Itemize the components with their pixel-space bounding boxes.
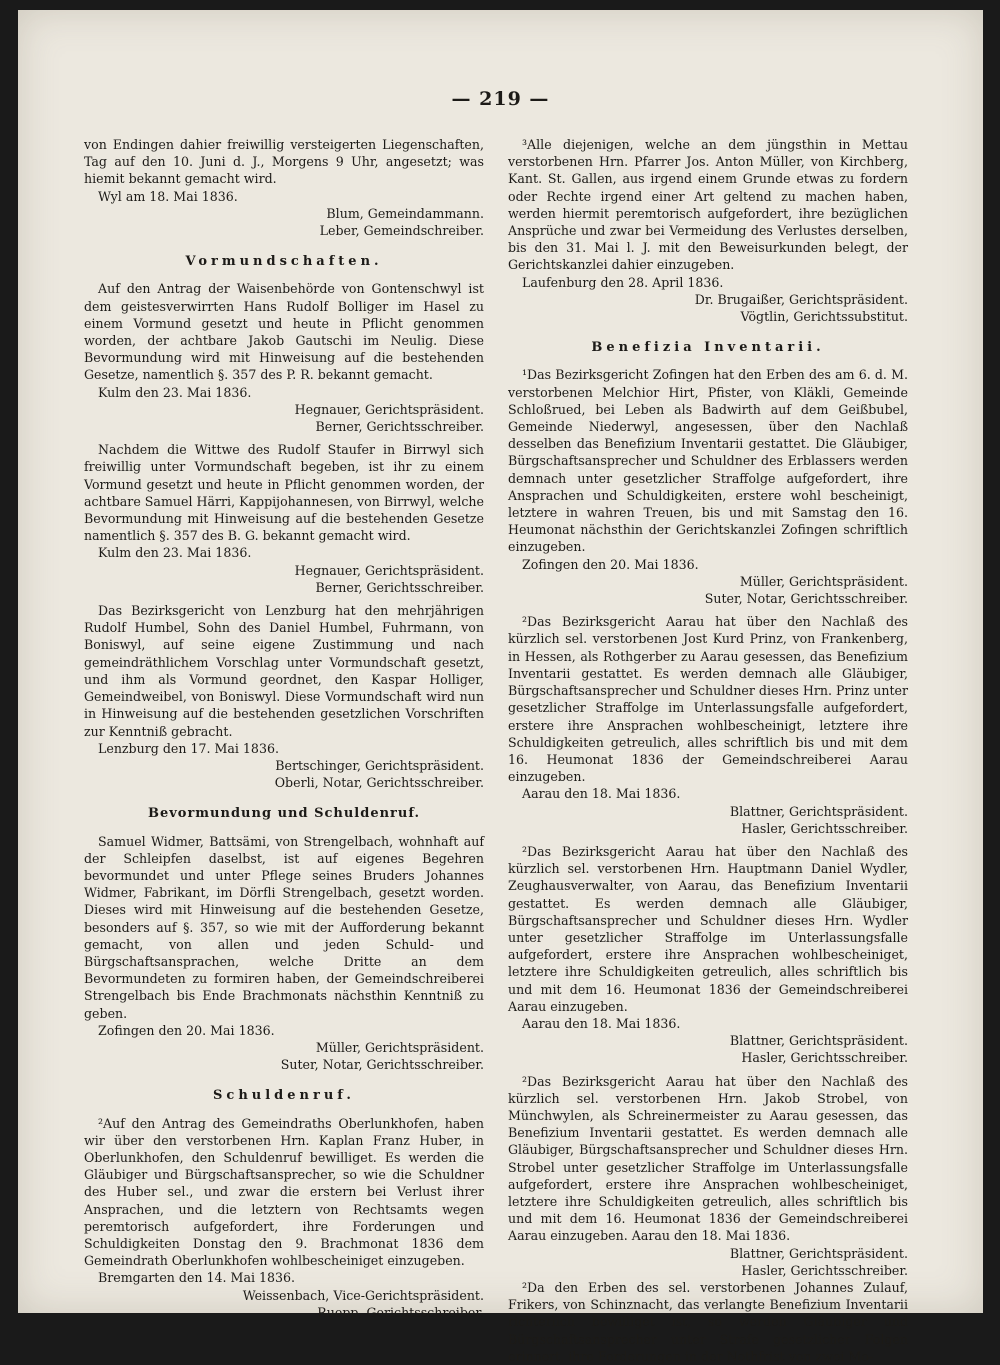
notice-signature: Hasler, Gerichtsschreiber. — [741, 820, 908, 836]
notice-signature: Hasler, Gerichtsschreiber. — [741, 1262, 908, 1278]
notice-date: Bremgarten den 14. Mai 1836. — [98, 1270, 296, 1286]
newspaper-page — [18, 10, 983, 1364]
notice-date: Wyl am 18. Mai 1836. — [98, 188, 238, 204]
notice-date: Aarau den 18. Mai 1836. — [522, 1015, 681, 1031]
notice-date: Lenzburg den 17. Mai 1836. — [98, 740, 279, 756]
left-column — [84, 136, 484, 1321]
notice-date: Kulm den 23. Mai 1836. — [98, 545, 252, 561]
notice-signature: Berner, Gerichtsschreiber. — [315, 579, 484, 595]
notice-signature: Leber, Gemeindschreiber. — [319, 223, 484, 239]
notice-signature: Weissenbach, Vice-Gerichtspräsident. — [242, 1287, 484, 1303]
notice-text: ¹Das Bezirksgericht Zofingen hat den Erben des am 6. d. M. verstorbenen Melchior Hirt, Pfister, von Kläkli, Gemeinde Schloßrued, bei Leben als Badwirth auf dem Geißbubel, Gemeinde Niederwyl, angesessen, über den Nachlaß desselben das Benefizium Inventarii gestattet. Die Gläubiger, Bürgschaftsansprecher und Schuldner des Erblassers werden demnach unter gesetzlicher Straffolge aufgefordert, ihre Ansprachen und Schuldigkeiten, erstere wohl bescheinigt, letztere in wahren Treuen, bis und mit Samstag den 16. Heumonat nächsthin der Gerichtskanzlei Zofingen schriftlich einzugeben. — [508, 367, 908, 555]
notice-date: Laufenburg den 28. April 1836. — [522, 274, 724, 290]
notice-signature: Müller, Gerichtspräsident. — [315, 1039, 484, 1055]
notice-signature: Hegnauer, Gerichtspräsident. — [294, 562, 484, 578]
notice-signature: Berner, Gerichtsschreiber. — [315, 419, 484, 435]
notice-text: ²Das Bezirksgericht Aarau hat über den Nachlaß des kürzlich sel. verstorbenen Hrn. Hauptmann Daniel Wydler, Zeughausverwalter, von Aarau, das Benefizium Inventarii gestattet. Es werden demnach alle Gläubiger, Bürgschaftsansprecher und Schuldner dieses Hrn. Wydler unter gesetzlicher Straffolge im Unterlassungsfalle aufgefordert, erstere ihre Ansprachen wohlbescheiniget, letztere ihre Schuldigkeiten getreulich, alles schriftlich bis und mit dem 16. Heumonat 1836 der Gemeindschreiberei Aarau einzugeben. — [508, 843, 908, 1014]
notice-signature: Müller, Gerichtspräsident. — [739, 573, 908, 589]
notice-text: Samuel Widmer, Battsämi, von Strengelbach, wohnhaft auf der Schleipfen daselbst, ist auf eigenes Begehren bevormundet und unter Pflege seines Bruders Johannes Widmer, Fabrikant, im Dörfli Strengelbach, gesetzt worden. Dieses wird mit Hinweisung auf die bestehenden Gesetze, besonders auf §. 357, so wie mit der Aufforderung bekannt gemacht, von allen und jeden Schuld- und Bürgschaftsansprachen, welche Dritte an dem Bevormundeten zu formiren haben, der Gemeindschreiberei Strengelbach bis Ende Brachmonats nächsthin Kenntniß zu geben. — [84, 833, 484, 1021]
section-heading: Schuldenruf. — [213, 1088, 355, 1104]
notice-signature: Ruepp, Gerichtsschreiber. — [317, 1304, 484, 1320]
section-heading: Vormundschaften. — [185, 254, 383, 270]
notice-date: Zofingen den 20. Mai 1836. — [522, 556, 699, 572]
section-heading: Benefizia Inventarii. — [591, 340, 825, 356]
notice-text: ²Das Bezirksgericht Aarau hat über den Nachlaß des kürzlich sel. verstorbenen Jost Kurd Prinz, von Frankenberg, in Hessen, als Rothgerber zu Aarau gesessen, das Benefizium Inventarii gestattet. Es werden demnach alle Gläubiger, Bürgschaftsansprecher und Schuldner dieses Hrn. Prinz unter gesetzlicher Straffolge im Unterlassungsfalle aufgefordert, erstere ihre Ansprachen wohlbescheinigt, letztere ihre Schuldigkeiten getreulich, alles schriftlich bis und mit dem 16. Heumonat 1836 der Gemeindschreiberei Aarau einzugeben. — [508, 614, 908, 785]
notice-date: Zofingen den 20. Mai 1836. — [98, 1022, 275, 1038]
notice-signature: Hegnauer, Gerichtspräsident. — [294, 401, 484, 417]
notice-signature: Blattner, Gerichtspräsident. — [729, 1245, 908, 1261]
notice-signature: Suter, Notar, Gerichtsschreiber. — [704, 591, 908, 607]
notice-text: ²Auf den Antrag des Gemeindraths Oberlunkhofen, haben wir über den verstorbenen Hrn. Kaplan Franz Huber, in Oberlunkhofen, den Schuldenruf bewilliget. Es werden die Gläubiger und Bürgschaftsansprecher, so wie die Schuldner des Huber sel., und zwar die erstern bei Verlust ihrer Ansprachen, und die letztern von Rechtsamts wegen peremtorisch aufgefordert, ihre Forderungen und Schuldigkeiten Donstag den 9. Brachmonat 1836 dem Gemeindrath Oberlunkhofen wohlbescheiniget einzugeben. — [84, 1115, 484, 1269]
notice-text: ²Da den Erben des sel. verstorbenen Johannes Zulauf, Frikers, von Schinznacht, das verlangte Benefizium Inventarii richterlich bewilliget ist, so werden Gläubiger und Bürgschaftsansprecher unter Strafe gesetzlicher Folgen erinnert, ihre Forderungen in der Nothfrist von zwei Mo- — [508, 1280, 908, 1364]
notice-signature: Blattner, Gerichtspräsident. — [729, 1033, 908, 1049]
notice-signature: Dr. Brugaißer, Gerichtspräsident. — [694, 291, 908, 307]
right-column — [508, 136, 908, 1365]
section-heading: Bevormundung und Schuldenruf. — [147, 806, 421, 822]
notice-signature: Hasler, Gerichtsschreiber. — [741, 1050, 908, 1066]
notice-signature: Suter, Notar, Gerichtsschreiber. — [280, 1057, 484, 1073]
page-number: — 219 — — [451, 88, 550, 110]
notice-text: ²Das Bezirksgericht Aarau hat über den Nachlaß des kürzlich sel. verstorbenen Hrn. Jakob Strobel, von Münchwylen, als Schreinermeister zu Aarau gesessen, das Benefizium Inventarii gestattet. Es werden demnach alle Gläubiger, Bürgschaftsansprecher und Schuldner dieses Hrn. Strobel unter gesetzlicher Straffolge im Unterlassungsfalle aufgefordert, erstere ihre Ansprachen wohlbescheiniget, letztere ihre Schuldigkeiten getreulich, alles schriftlich bis und mit dem 16. Heumonat 1836 der Gemeindschreiberei Aarau einzugeben. Aarau den 18. Mai 1836. — [508, 1073, 908, 1244]
notice-text: ³Alle diejenigen, welche an dem jüngsthin in Mettau verstorbenen Hrn. Pfarrer Jos. Anton Müller, von Kirchberg, Kant. St. Gallen, aus irgend einem Grunde etwas zu fordern oder Rechte irgend einer Art geltend zu machen haben, werden hiermit peremtorisch aufgefordert, ihre bezüglichen Ansprüche und zwar bei Vermeidung des Verlustes derselben, bis den 31. Mai l. J. mit den Beweisurkunden belegt, der Gerichtskanzlei dahier einzugeben. — [508, 137, 908, 273]
notice-date: Aarau den 18. Mai 1836. — [522, 786, 681, 802]
notice-signature: Blattner, Gerichtspräsident. — [729, 803, 908, 819]
notice-text: Nachdem die Wittwe des Rudolf Staufer in Birrwyl sich freiwillig unter Vormundschaft begeben, ist ihr zu einem Vormund gesetzt und heute in Pflicht genommen worden, der achtbare Samuel Härri, Kappijohannesen, von Birrwyl, welche Bevormundung mit Hinweisung auf die bestehenden Gesetze namentlich §. 357 des B. G. bekannt gemacht wird. — [84, 442, 484, 544]
notice-date: Kulm den 23. Mai 1836. — [98, 384, 252, 400]
notice-text: Das Bezirksgericht von Lenzburg hat den mehrjährigen Rudolf Humbel, Sohn des Daniel Humbel, Fuhrmann, von Boniswyl, auf seine eigene Zustimmung und nach gemeindräthlichem Vorschlag unter Vormundschaft gesetzt, und ihm als Vormund geordnet, den Kaspar Holliger, Gemeindweibel, von Boniswyl. Diese Vormundschaft wird nun in Hinweisung auf die bestehenden gesetzlichen Vorschriften zur Kenntniß gebracht. — [84, 603, 484, 739]
notice-signature: Bertschinger, Gerichtspräsident. — [275, 757, 484, 773]
notice-text: Auf den Antrag der Waisenbehörde von Gontenschwyl ist dem geistesverwirrten Hans Rudolf Bolliger im Hasel zu einem Vormund gesetzt und heute in Pflicht genommen worden, der achtbare Jakob Gautschi im Neulig. Diese Bevormundung wird mit Hinweisung auf die bestehenden Gesetze, namentlich §. 357 des P. R. bekannt gemacht. — [84, 281, 484, 383]
notice-signature: Blum, Gemeindammann. — [326, 205, 484, 221]
notice-text: von Endingen dahier freiwillig versteigerten Liegenschaften, Tag auf den 10. Juni d. J., Morgens 9 Uhr, angesetzt; was hiemit bekannt gemacht wird. — [84, 137, 484, 187]
notice-signature: Vögtlin, Gerichtssubstitut. — [740, 309, 908, 325]
notice-signature: Oberli, Notar, Gerichtsschreiber. — [274, 775, 484, 791]
